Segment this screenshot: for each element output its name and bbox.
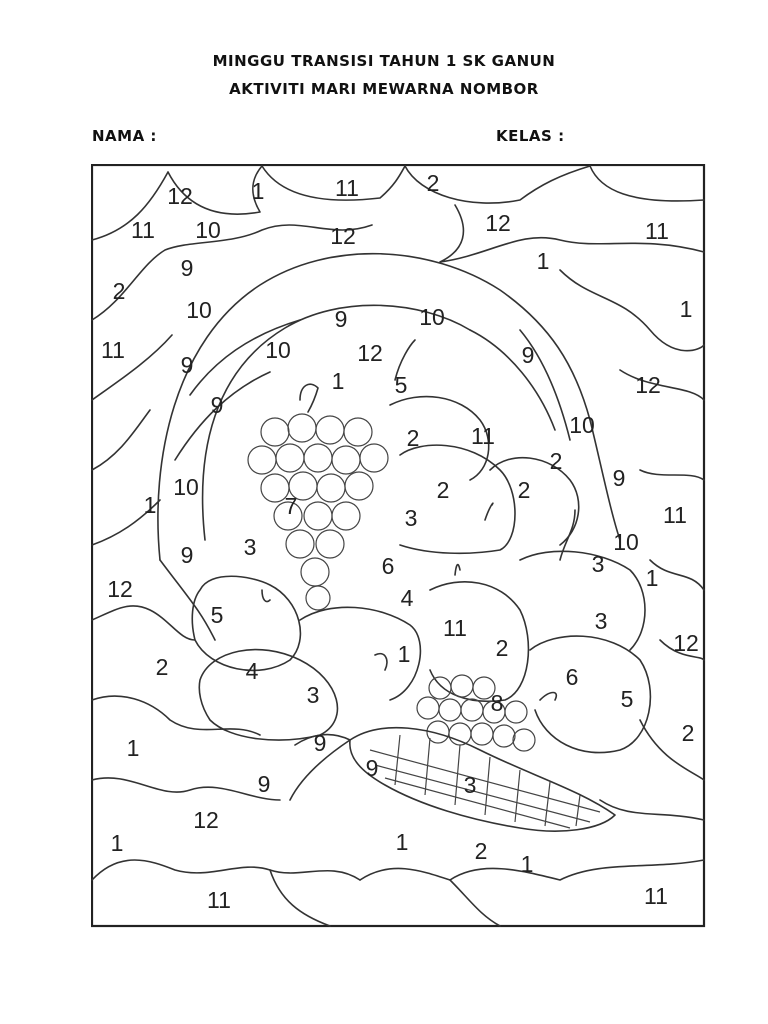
- region-number: 2: [681, 720, 695, 747]
- region-number: 2: [495, 635, 509, 662]
- region-number: 1: [536, 248, 550, 275]
- region-number: 1: [395, 829, 409, 856]
- region-number: 12: [193, 807, 219, 834]
- region-number: 1: [251, 178, 265, 205]
- region-number: 2: [112, 278, 126, 305]
- region-number: 5: [210, 602, 224, 629]
- region-number: 1: [143, 492, 157, 519]
- class-label: KELAS :: [496, 127, 565, 145]
- region-number: 9: [365, 755, 379, 782]
- region-number: 11: [101, 337, 125, 364]
- region-number: 5: [394, 372, 408, 399]
- region-number: 10: [419, 304, 445, 331]
- region-number: 4: [400, 585, 414, 612]
- region-number: 9: [180, 352, 194, 379]
- region-number: 4: [245, 658, 259, 685]
- region-number: 3: [404, 505, 418, 532]
- region-number: 11: [644, 883, 668, 910]
- region-number: 7: [284, 493, 298, 520]
- region-number: 12: [673, 630, 699, 657]
- region-number: 5: [620, 686, 634, 713]
- region-number: 6: [565, 664, 579, 691]
- region-number: 12: [330, 223, 356, 250]
- region-number: 1: [645, 565, 659, 592]
- region-number: 1: [331, 368, 345, 395]
- region-number: 9: [180, 255, 194, 282]
- region-number: 2: [436, 477, 450, 504]
- region-number: 3: [243, 534, 257, 561]
- region-number: 10: [569, 412, 595, 439]
- region-number: 2: [549, 448, 563, 475]
- region-number: 3: [463, 772, 477, 799]
- region-number: 1: [110, 830, 124, 857]
- region-number: 3: [306, 682, 320, 709]
- region-number: 12: [357, 340, 383, 367]
- region-number: 9: [257, 771, 271, 798]
- region-number: 11: [335, 175, 359, 202]
- region-number: 9: [180, 542, 194, 569]
- region-number: 9: [313, 730, 327, 757]
- region-number: 11: [663, 502, 687, 529]
- region-number: 9: [210, 392, 224, 419]
- region-number: 2: [517, 477, 531, 504]
- region-number: 9: [521, 342, 535, 369]
- region-number: 11: [131, 217, 155, 244]
- region-number: 10: [613, 529, 639, 556]
- region-number: 10: [195, 217, 221, 244]
- region-number: 9: [612, 465, 626, 492]
- region-number: 11: [443, 615, 467, 642]
- region-number: 6: [381, 553, 395, 580]
- region-number: 1: [520, 851, 534, 878]
- name-label: NAMA :: [92, 127, 157, 145]
- worksheet-title: MINGGU TRANSISI TAHUN 1 SK GANUN: [212, 52, 556, 70]
- region-number: 12: [635, 372, 661, 399]
- region-number: 9: [334, 306, 348, 333]
- region-number: 11: [645, 218, 669, 245]
- region-number: 11: [207, 887, 231, 914]
- region-number: 2: [474, 838, 488, 865]
- region-number: 2: [426, 170, 440, 197]
- region-number: 3: [594, 608, 608, 635]
- region-number: 1: [397, 641, 411, 668]
- region-number: 12: [485, 210, 511, 237]
- region-number: 1: [126, 735, 140, 762]
- worksheet-subtitle: AKTIVITI MARI MEWARNA NOMBOR: [229, 80, 539, 98]
- region-number: 3: [591, 551, 605, 578]
- region-number: 10: [186, 297, 212, 324]
- color-by-number-picture: [91, 164, 706, 928]
- region-number: 11: [471, 423, 495, 450]
- region-number: 12: [107, 576, 133, 603]
- region-number: 2: [155, 654, 169, 681]
- region-number: 8: [490, 690, 504, 717]
- region-number: 2: [406, 425, 420, 452]
- region-number: 1: [679, 296, 693, 323]
- region-number: 12: [167, 183, 193, 210]
- region-number: 10: [173, 474, 199, 501]
- region-number: 10: [265, 337, 291, 364]
